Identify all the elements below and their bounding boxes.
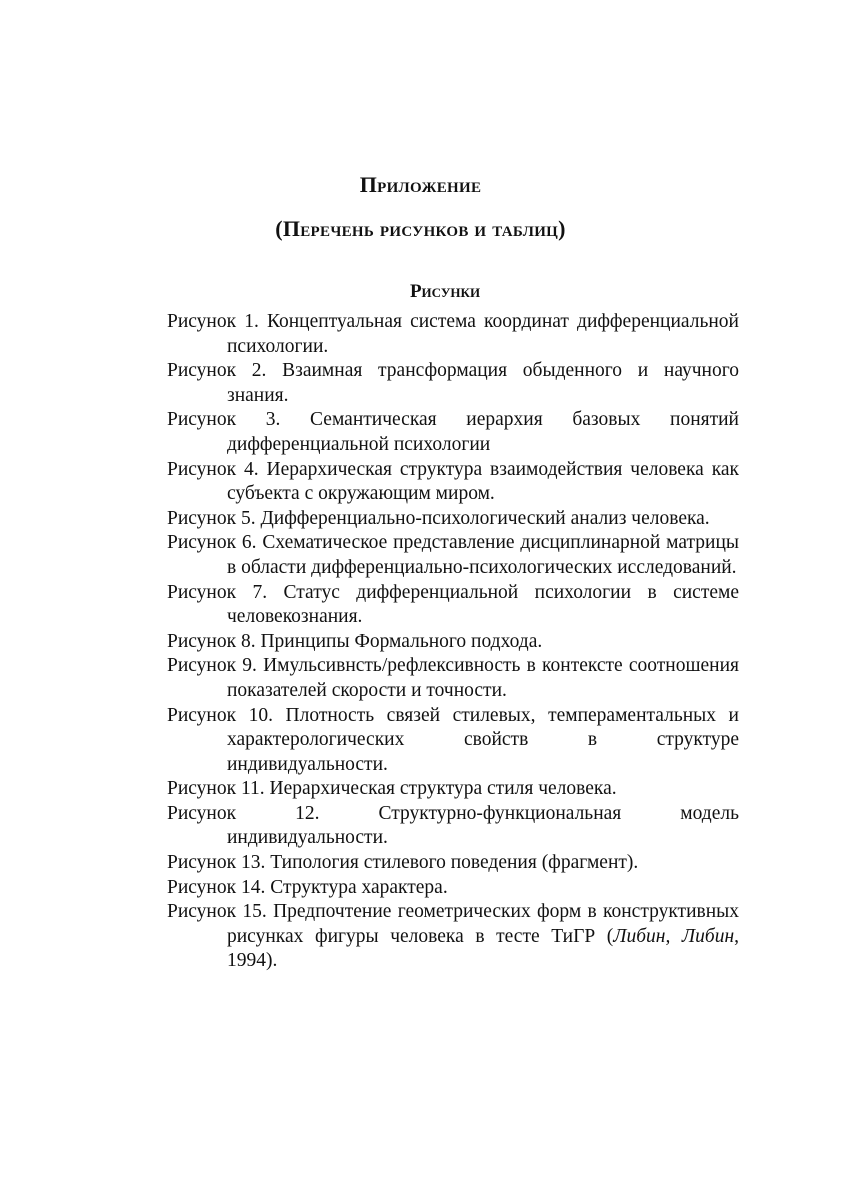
- appendix-title: Приложение: [359, 172, 482, 197]
- citation-authors: Либин, Либин: [613, 925, 735, 947]
- figure-item-13: Рисунок 13. Типология стилевого поведения (фрагмент).: [167, 852, 639, 874]
- figure-item-8: Рисунок 8. Принципы Формального подхода.: [167, 630, 543, 652]
- figure-item-4: Рисунок 4. Иерархическая структура взаимодействия человека как субъекта с окружающим миром.: [167, 458, 739, 505]
- figure-item-15: [167, 900, 739, 974]
- figures-heading: Рисунки: [409, 281, 481, 302]
- figure-item-7: Рисунок 7. Статус дифференциальной психологии в системе человекознания.: [167, 581, 739, 628]
- figure-item-15-text: Рисунок 15. Предпочтение геометрических форм в конструктивных рисунках фигуры человека в тесте ТиГР (: [167, 901, 739, 947]
- figure-item-6: Рисунок 6. Схематическое представление дисциплинарной матрицы в области дифференциально-психологических исследований.: [167, 532, 739, 578]
- figure-item-11: Рисунок 11. Иерархическая структура стиля человека.: [167, 778, 617, 800]
- figure-item-14: Рисунок 14. Структура характера.: [167, 876, 448, 898]
- citation-tail: , 1994).: [227, 925, 739, 972]
- figure-item-10: Рисунок 10. Плотность связей стилевых, темпераментальных и характерологических свойств в структуре индивидуальности.: [167, 704, 739, 775]
- figure-item-5: Рисунок 5. Дифференциально-психологический анализ человека.: [167, 507, 710, 529]
- figure-item-12: Рисунок 12. Структурно-функциональная модель индивидуальности.: [167, 802, 739, 849]
- figure-item-9: Рисунок 9. Имульсивнсть/рефлексивность в контексте соотношения показателей скорости и точности.: [167, 655, 739, 701]
- figure-item-3: Рисунок 3. Семантическая иерархия базовых понятий дифференциальной психологии: [167, 409, 739, 455]
- figure-list: [167, 310, 739, 974]
- figure-item-2: Рисунок 2. Взаимная трансформация обыденного и научного знания.: [167, 360, 739, 406]
- appendix-subtitle: (Перечень рисунков и таблиц): [275, 216, 566, 241]
- figure-item-1: Рисунок 1. Концептуальная система координат дифференциальной психологии.: [167, 311, 739, 357]
